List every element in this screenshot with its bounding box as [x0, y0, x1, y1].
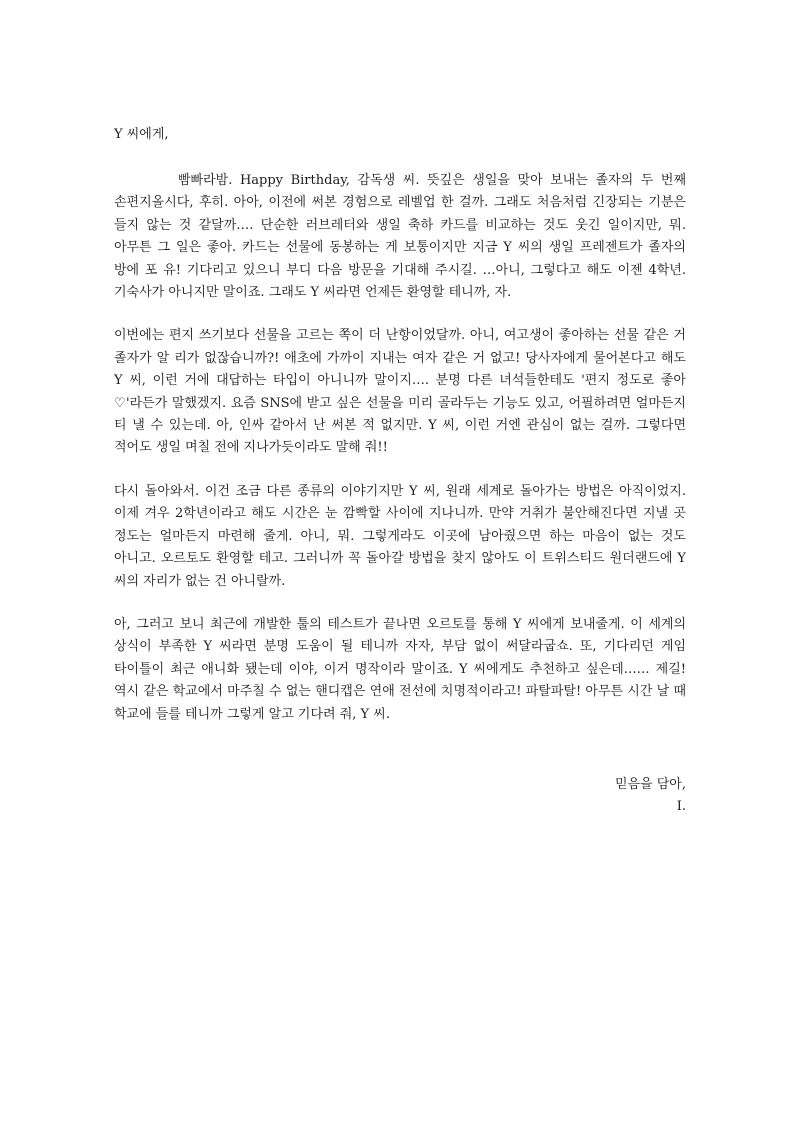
letter-signature: I.: [676, 799, 686, 815]
letter-closing-block: [615, 774, 686, 819]
letter-paragraph-1: 빰빠라밤. Happy Birthday, 감독생 씨. 뜻깊은 생일을 맞아 보내는 졸자의 두 번째 손편지올시다, 후히. 아아, 이전에 써본 경험으로 레벨업 한 걸까. 그래도 처음처럼 긴장되는 기분은 들지 않는 것 같달까…. 단순한 러브레터와 생일 축하 카드를 비교하는 것도 웃긴 일이지만, 뭐. 아무튼 그 일은 좋아. 카드는 선물에 동봉하는 게 보통이지만 지금 Y 씨의 생일 프레젠트가 졸자의 방에 포 유! 기다리고 있으니 부디 다음 방문을 기대해 주시길. …아니, 그렇다고 해도 이젠 4학년. 기숙사가 아니지만 말이죠. 그래도 Y 씨라면 언제든 환영할 테니까, 자.: [114, 173, 686, 301]
letter-paragraph-2: 이번에는 편지 쓰기보다 선물을 고르는 쪽이 더 난항이었달까. 아니, 여고생이 좋아하는 선물 같은 거 졸자가 알 리가 없잖습니까?! 애초에 가까이 지내는 여자 같은 거 없고! 당사자에게 물어본다고 해도 Y 씨, 이런 거에 대답하는 타입이 아니니까 말이지…. 분명 다른 녀석들한테도 '편지 정도로 좋아♡'라든가 말했겠지. 요즘 SNS에 받고 싶은 선물을 미리 골라두는 기능도 있고, 어필하려면 얼마든지 티 낼 수 있는데. 아, 인싸 같아서 난 써본 적 없지만. Y 씨, 이런 거엔 관심이 없는 걸까. 그렇다면 적어도 생일 며칠 전에 지나가듯이라도 말해 줘!!: [114, 328, 686, 456]
letter-paragraph-4: 아, 그러고 보니 최근에 개발한 툴의 테스트가 끝나면 오르토를 통해 Y 씨에게 보내줄게. 이 세계의 상식이 부족한 Y 씨라면 분명 도움이 될 테니까 자자, 부담 없이 써달라굽쇼. 또, 기다리던 게임 타이틀이 최근 애니화 됐는데 이야, 이거 명작이라 말이죠. Y 씨에게도 추천하고 싶은데…… 제길! 역시 같은 학교에서 마주칠 수 없는 핸디캡은 연애 전선에 치명적이라고! 파탈파탈! 아무튼 시간 날 때 학교에 들를 테니까 그렇게 알고 기다려 줘, Y 씨.: [114, 616, 686, 722]
letter-paragraph-3: 다시 돌아와서. 이건 조금 다른 종류의 이야기지만 Y 씨, 원래 세계로 돌아가는 방법은 아직이었지. 이제 겨우 2학년이라고 해도 시간은 눈 깜빡할 사이에 지나니까. 만약 거취가 불안해진다면 지낼 곳 정도는 얼마든지 마련해 줄게. 아니, 뭐. 그렇게라도 이곳에 남아줬으면 하는 마음이 없는 것도 아니고. 오르토도 환영할 테고. 그러니까 꼭 돌아갈 방법을 찾지 않아도 이 트위스티드 원더랜드에 Y 씨의 자리가 없는 건 아니랄까.: [114, 483, 686, 589]
letter-greeting: Y 씨에게,: [114, 127, 169, 142]
letter: [114, 124, 686, 815]
letter-closing: 믿음을 담아,: [614, 777, 686, 792]
